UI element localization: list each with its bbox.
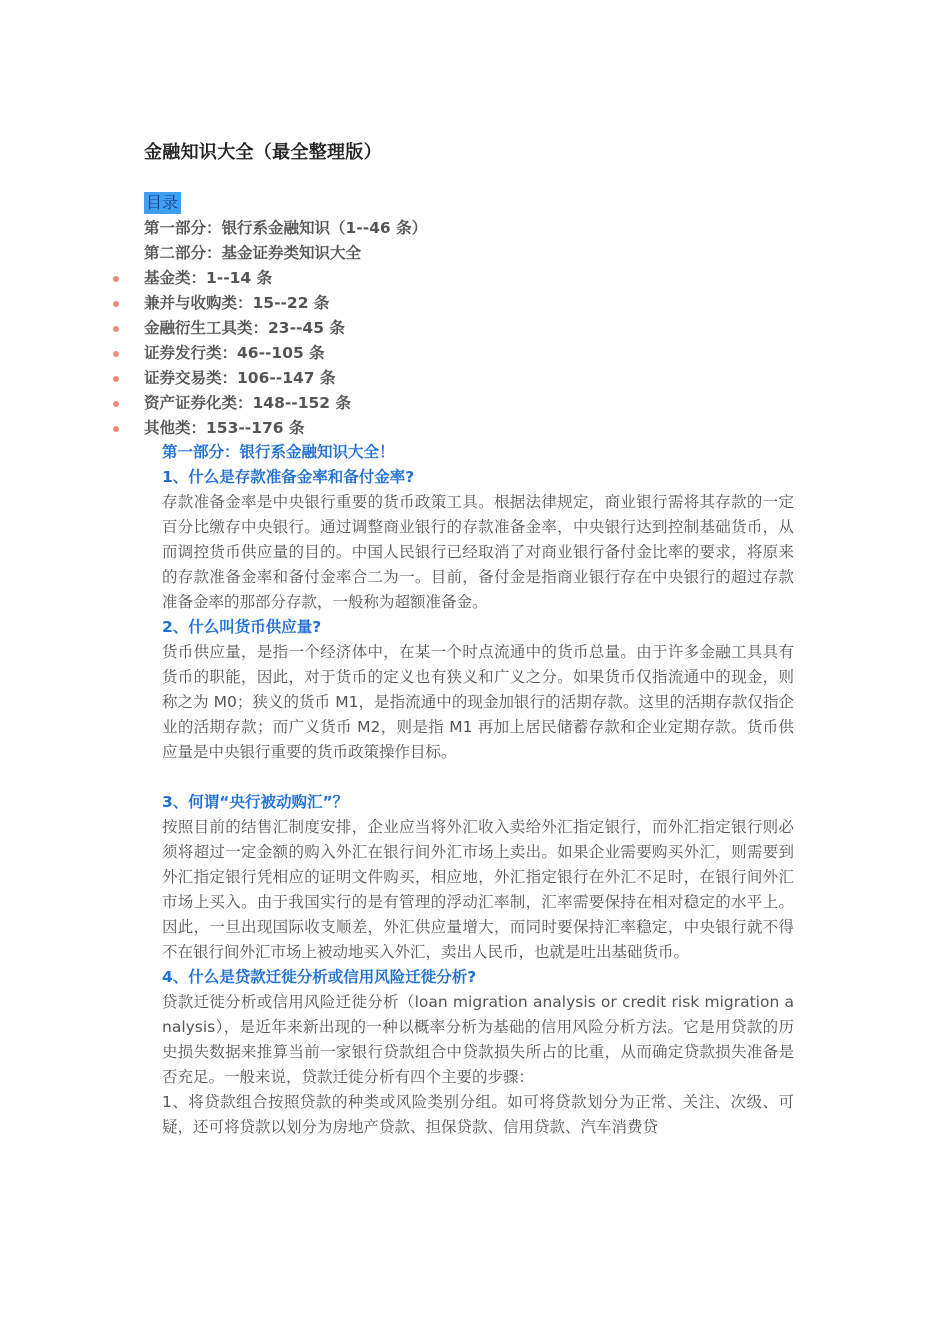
toc-item-others[interactable]: 其他类：153--176 条	[144, 419, 305, 437]
question-2-paragraph: 货币供应量，是指一个经济体中，在某一个时点流通中的货币总量。由于许多金融工具具有货币的职能，因此，对于货币的定义也有狭义和广义之分。如果货币仅指流通中的现金，则称之为 M0；狭义的货币 M1，是指流通中的现金加银行的活期存款。这里的活期存款仅指企业的活期存款；而广义货币 M2，则是指 M1 再加上居民储蓄存款和企业定期存款。货币供应量是中央银行重要的货币政策操作目标。	[162, 643, 794, 761]
toc-item-trading[interactable]: 证券交易类：106--147 条	[144, 369, 336, 387]
toc-item-derivatives[interactable]: 金融衍生工具类：23--45 条	[144, 319, 345, 337]
bullet-dot-icon	[113, 276, 119, 282]
toc-part-1[interactable]: 第一部分：银行系金融知识（1--46 条）	[144, 219, 428, 237]
question-2-title: 2、什么叫货币供应量?	[162, 618, 322, 636]
document-title: 金融知识大全（最全整理版）	[144, 142, 382, 163]
toc-item-issuance[interactable]: 证券发行类：46--105 条	[144, 344, 325, 362]
question-4-paragraph: 贷款迁徙分析或信用风险迁徙分析（loan migration analysis or credit risk migration analysis），是近年来新出现的一种以概率分析为基础的信用风险分析方法。它是用贷款的历史损失数据来推算当前一家银行贷款组合中贷款损失所占的比重，从而确定贷款损失准备是否充足。一般来说，贷款迁徙分析有四个主要的步骤：	[162, 993, 794, 1086]
question-1-paragraph: 存款准备金率是中央银行重要的货币政策工具。根据法律规定，商业银行需将其存款的一定百分比缴存中央银行。通过调整商业银行的存款准备金率，中央银行达到控制基础货币，从而调控货币供应量的目的。中国人民银行已经取消了对商业银行备付金比率的要求，将原来的存款准备金率和备付金率合二为一。目前，备付金是指商业银行存在中央银行的超过存款准备金率的那部分存款，一般称为超额准备金。	[162, 493, 794, 611]
toc-item-securitization[interactable]: 资产证券化类：148--152 条	[144, 394, 351, 412]
bullet-dot-icon	[113, 351, 119, 357]
question-4-step-1: 1、将贷款组合按照贷款的种类或风险类别分组。如可将贷款划分为正常、关注、次级、可疑，还可将贷款以划分为房地产贷款、担保贷款、信用贷款、汽车消费贷	[162, 1093, 794, 1136]
toc-heading-link[interactable]: 目录	[144, 192, 181, 214]
blank-line	[162, 765, 794, 790]
question-1-title: 1、什么是存款准备金率和备付金率?	[162, 468, 415, 486]
bullet-dot-icon	[113, 401, 119, 407]
question-4-title: 4、什么是贷款迁徙分析或信用风险迁徙分析?	[162, 968, 477, 986]
toc-item-funds[interactable]: 基金类：1--14 条	[144, 269, 273, 287]
article-body	[162, 440, 794, 1140]
question-3-title: 3、何谓“央行被动购汇”？	[162, 793, 349, 811]
bullet-dot-icon	[113, 326, 119, 332]
bullet-dot-icon	[113, 426, 119, 432]
bullet-dot-icon	[113, 376, 119, 382]
toc-item-mergers[interactable]: 兼并与收购类：15--22 条	[144, 294, 330, 312]
toc-part-2[interactable]: 第二部分：基金证券类知识大全	[144, 244, 362, 262]
section-heading: 第一部分：银行系金融知识大全！	[162, 443, 395, 461]
bullet-dot-icon	[113, 301, 119, 307]
question-3-paragraph: 按照目前的结售汇制度安排，企业应当将外汇收入卖给外汇指定银行，而外汇指定银行则必须将超过一定金额的购入外汇在银行间外汇市场上卖出。如果企业需要购买外汇，则需要到外汇指定银行凭相应的证明文件购买，相应地，外汇指定银行在外汇不足时，在银行间外汇市场上买入。由于我国实行的是有管理的浮动汇率制，汇率需要保持在相对稳定的水平上。因此，一旦出现国际收支顺差，外汇供应量增大，而同时要保持汇率稳定，中央银行就不得不在银行间外汇市场上被动地买入外汇，卖出人民币，也就是吐出基础货币。	[162, 818, 794, 961]
